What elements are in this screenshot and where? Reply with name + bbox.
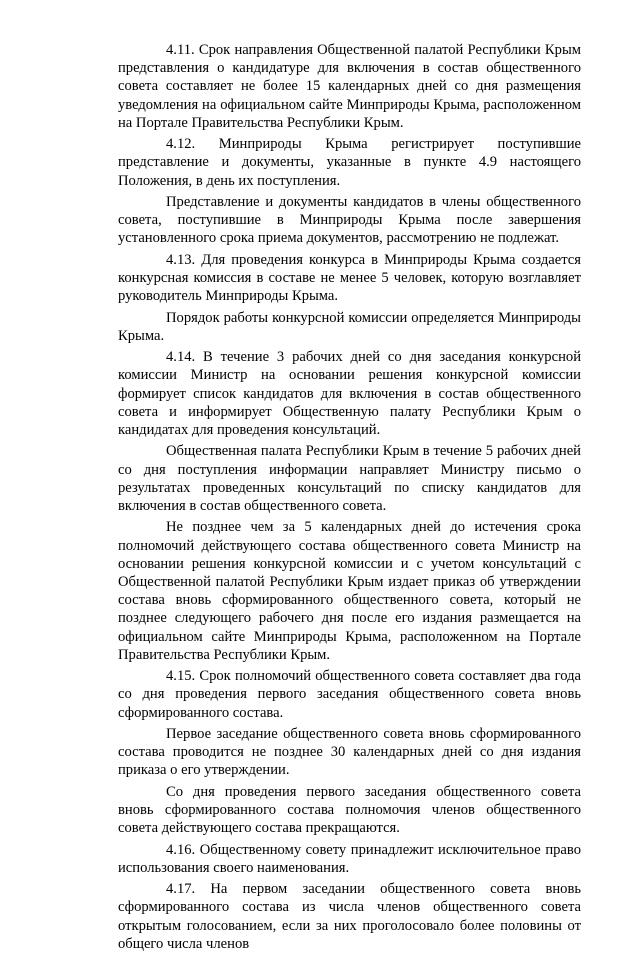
paragraph-4-13-procedure: Порядок работы конкурсной комиссии определяется Минприроды Крыма. xyxy=(118,309,581,344)
paragraph-4-11: 4.11. Срок направления Общественной палатой Республики Крым представления о кандидатуре для включения в состав общественного совета составляет не более 15 календарных дней со дня размещения уведомления на официальном сайте Минприроды Крыма, расположенном на Портале Правительства Республики Крым. xyxy=(118,42,581,131)
paragraph-4-17: 4.17. На первом заседании общественного совета вновь сформированного состава из числа членов общественного совета открытым голосованием, если за них проголосовало более половины от общего числа членов xyxy=(118,881,581,952)
paragraph-4-13: 4.13. Для проведения конкурса в Минприроды Крыма создается конкурсная комиссия в составе не менее 5 человек, которую возглавляет руководитель Минприроды Крыма. xyxy=(118,251,581,305)
paragraph-4-12-late-documents: Представление и документы кандидатов в члены общественного совета, поступившие в Минприроды Крыма после завершения установленного срока приема документов, рассмотрению не подлежат. xyxy=(118,194,581,247)
document-body xyxy=(118,41,581,953)
paragraph-4-16: 4.16. Общественному совету принадлежит исключительное право использования своего наименования. xyxy=(118,841,581,876)
paragraph-4-15-first-meeting: Первое заседание общественного совета вновь сформированного состава проводится не позднее 30 календарных дней со дня издания приказа о его утверждении. xyxy=(118,726,581,779)
paragraph-4-12: 4.12. Минприроды Крыма регистрирует поступившие представление и документы, указанные в пункте 4.9 настоящего Положения, в день их поступления. xyxy=(118,136,581,189)
paragraph-4-15: 4.15. Срок полномочий общественного совета составляет два года со дня проведения первого заседания общественного совета вновь сформированного состава. xyxy=(118,668,581,721)
paragraph-4-14: 4.14. В течение 3 рабочих дней со дня заседания конкурсной комиссии Министр на основании решения конкурсной комиссии формирует список кандидатов для включения в состав общественного совета и информирует Общественную палату Республики Крым о кандидатах для проведения консультаций. xyxy=(118,349,581,438)
paragraph-4-14-consultations: Общественная палата Республики Крым в течение 5 рабочих дней со дня поступления информации направляет Министру письмо о результатах проведенных консультаций по списку кандидатов для включения в состав общественного совета. xyxy=(118,443,581,514)
paragraph-4-15-termination: Со дня проведения первого заседания общественного совета вновь сформированного состава полномочия членов общественного совета действующего состава прекращаются. xyxy=(118,783,581,837)
paragraph-4-14-order: Не позднее чем за 5 календарных дней до истечения срока полномочий действующего состава общественного совета Министр на основании решения конкурсной комиссии и с учетом консультаций с Общественной палатой Республики Крым издает приказ об утверждении состава вновь сформированного общественного совета, который не позднее следующего рабочего дня после его издания размещается на официальном сайте Минприроды Крыма, расположенном на Портале Правительства Республики Крым. xyxy=(118,519,581,663)
